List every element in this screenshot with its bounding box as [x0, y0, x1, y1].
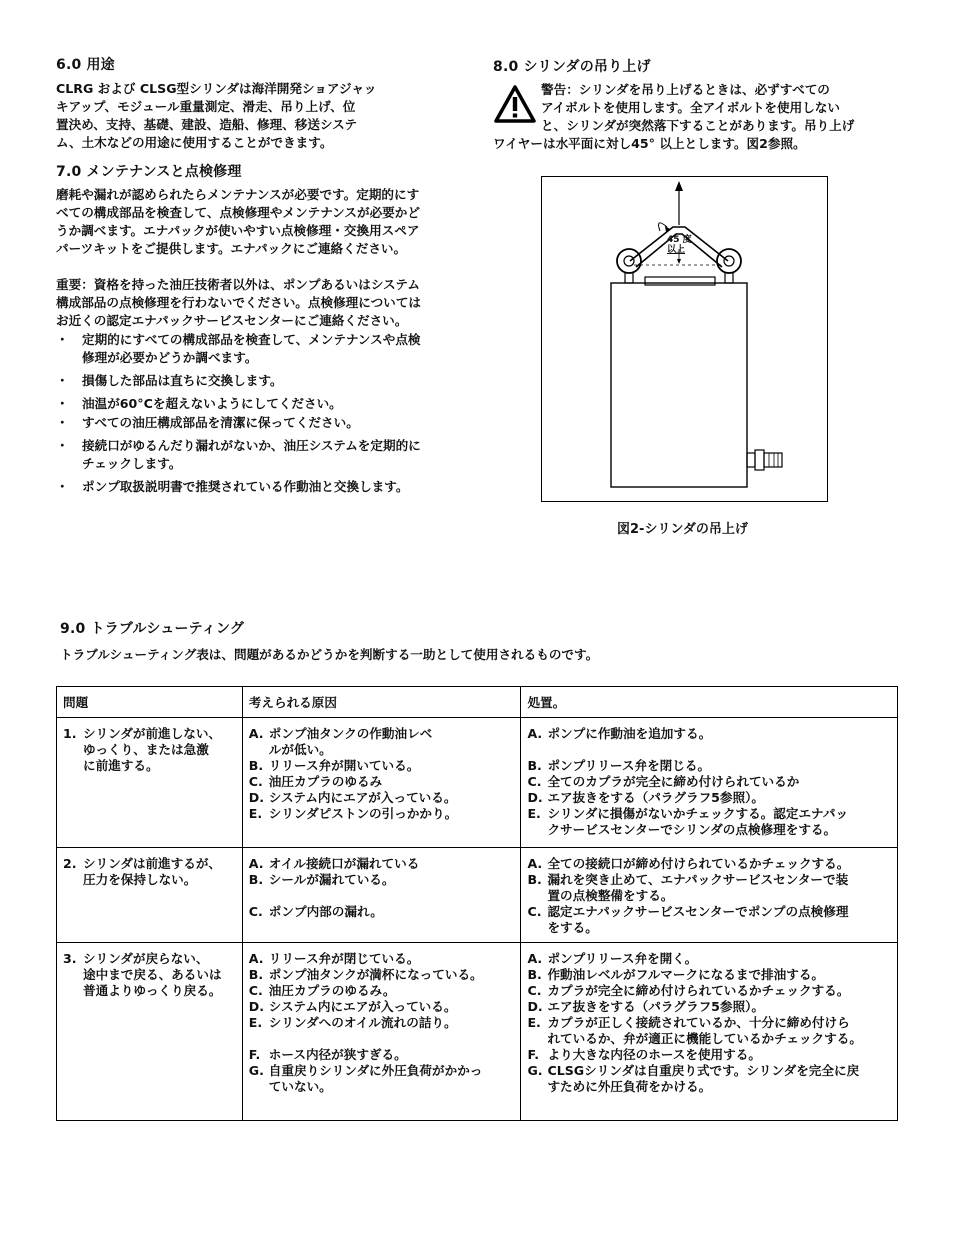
section-9-intro: トラブルシューティング表は、問題があるかどうかを判断する一助として使用されるものです。	[60, 647, 599, 662]
actions-cell: A. 全ての接続口が締め付けられているかチェックする。 B. 漏れを突き止めて、エナパックサービスセンターで装 置の点検整備をする。 C. 認定エナパックサービスセンターでポンプの点検修理 をする。	[521, 848, 898, 943]
section-9-heading: 9.0 トラブルシューティング	[60, 621, 245, 637]
section-6-body	[56, 80, 456, 152]
warning-text	[541, 81, 901, 135]
text-line: うか調べます。エナパックが使いやすい点検修理・交換用スペア	[56, 223, 420, 238]
section-6-heading: 6.0 用途	[56, 57, 115, 73]
angle-label: 45 度 以上	[667, 235, 692, 255]
problem-cell: 3. シリンダが戻らない、 途中まで戻る、あるいは 普通よりゆっくり戻る。	[57, 943, 243, 1121]
troubleshooting-table	[56, 686, 898, 1121]
actions-cell: A. ポンプリリース弁を開く。 B. 作動油レベルがフルマークになるまで排油する。 C. カプラが完全に締め付けられているかチェックする。 D. エア抜きをする（パラグラフ5参照）。 E. カプラが正しく接続されているか、十分に締め付けら れているか、弁が適正に機能しているかチェックする。 F. より大きな内径のホースを使用する。 G. CLSGシリンダは自重戻り式です。シリンダを完全に戻 すために外圧負荷をかける。	[521, 943, 898, 1121]
list-item: ・ 定期的にすべての構成部品を検査して、メンテナンスや点検 修理が必要かどうか調べます。	[56, 331, 486, 367]
text-line: キアップ、モジュール重量測定、滑走、吊り上げ、位	[56, 99, 356, 114]
text-line: 置決め、支持、基礎、建設、造船、修理、移送システ	[56, 117, 358, 132]
text-line: 重要：資格を持った油圧技術者以外は、ポンプあるいはシステム	[56, 277, 420, 292]
header-problem: 問題	[57, 687, 243, 718]
list-item: ・ 損傷した部品は直ちに交換します。	[56, 372, 486, 390]
header-actions: 処置。	[521, 687, 898, 718]
figure-caption: 図2-シリンダの吊上げ	[617, 522, 748, 537]
list-item: ・ 油温が60°Cを超えないようにしてください。	[56, 395, 486, 413]
text-line: CLRG および CLSG型シリンダは海洋開発ショアジャッ	[56, 81, 377, 96]
problem-cell: 2. シリンダは前進するが、 圧力を保持しない。	[57, 848, 243, 943]
text-line: 構成部品の点検修理を行わないでください。点検修理については	[56, 295, 421, 310]
text-line: パーツキットをご提供します。エナパックにご連絡ください。	[56, 241, 407, 256]
table-row	[57, 848, 898, 943]
list-item: ・ すべての油圧構成部品を清潔に保ってください。	[56, 414, 486, 432]
text-line: と、シリンダが突然落下することがあります。吊り上げ	[541, 118, 855, 133]
text-line: アイボルトを使用します。全アイボルトを使用しない	[541, 100, 840, 115]
text-line: 警告：シリンダを吊り上げるときは、必ずすべての	[541, 82, 830, 97]
section-8-heading: 8.0 シリンダの吊り上げ	[493, 59, 651, 75]
section-7-heading: 7.0 メンテナンスと点検修理	[56, 164, 242, 180]
table-row	[57, 943, 898, 1121]
text-line: べての構成部品を検査して、点検修理やメンテナンスが必要かど	[56, 205, 420, 220]
section-7-paragraph-1	[56, 186, 486, 258]
causes-cell: A. ポンプ油タンクの作動油レベ ルが低い。 B. リリース弁が開いている。 C. 油圧カプラのゆるみ D. システム内にエアが入っている。 E. シリンダピストンの引っかかり。	[242, 718, 521, 848]
section-7-important-note	[56, 276, 486, 330]
causes-cell: A. リリース弁が閉じている。 B. ポンプ油タンクが満杯になっている。 C. 油圧カプラのゆるみ。 D. システム内にエアが入っている。 E. シリンダへのオイル流れの詰り。 F. ホース内径が狭すぎる。 G. 自重戻りシリンダに外圧負荷がかかっ ていない。	[242, 943, 521, 1121]
list-item: ・ ポンプ取扱説明書で推奨されている作動油と交換します。	[56, 478, 486, 496]
table-row	[57, 718, 898, 848]
causes-cell: A. オイル接続口が漏れている B. シールが漏れている。 C. ポンプ内部の漏れ。	[242, 848, 521, 943]
table-header-row	[57, 687, 898, 718]
maintenance-bullet-list	[56, 331, 486, 501]
problem-cell: 1. シリンダが前進しない、 ゆっくり、または急激 に前進する。	[57, 718, 243, 848]
figure-cylinder-lifting	[541, 176, 828, 502]
text-line: お近くの認定エナパックサービスセンターにご連絡ください。	[56, 313, 408, 328]
cylinder-lifting-diagram	[542, 177, 827, 501]
list-item: ・ 接続口がゆるんだり漏れがないか、油圧システムを定期的に チェックします。	[56, 437, 486, 473]
warning-triangle-icon	[493, 84, 537, 124]
actions-cell: A. ポンプに作動油を追加する。 B. ポンプリリース弁を閉じる。 C. 全てのカプラが完全に締め付けられているか D. エア抜きをする（パラグラフ5参照）。 E. シリンダに損傷がないかチェックする。認定エナパッ クサービスセンターでシリンダの点検修理をする。	[521, 718, 898, 848]
header-causes: 考えられる原因	[242, 687, 521, 718]
warning-text-last-line: ワイヤーは水平面に対し45° 以上とします。図2参照。	[493, 136, 806, 151]
text-line: ム、土木などの用途に使用することができます。	[56, 135, 333, 150]
text-line: 磨耗や漏れが認められたらメンテナンスが必要です。定期的にす	[56, 187, 420, 202]
